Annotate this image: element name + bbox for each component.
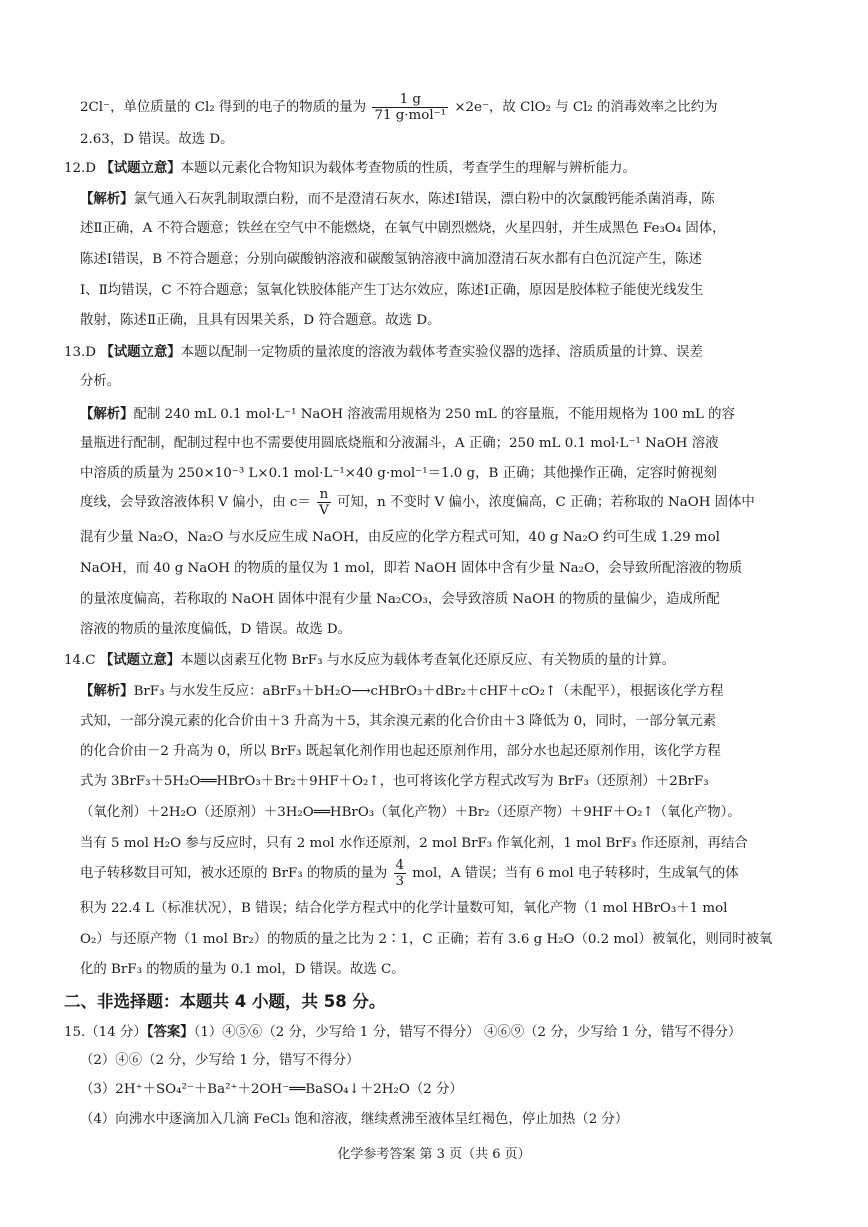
text-line: 混有少量 Na₂O，Na₂O 与水反应生成 NaOH，由反应的化学方程式可知，40 g Na₂O 约可生成 1.29 mol xyxy=(80,530,720,545)
text-line: 式为 3BrF₃＋5H₂O══HBrO₃＋Br₂＋9HF＋O₂↑，也可将该化学方程式改写为 BrF₃（还原剂）＋2BrF₃ xyxy=(80,774,709,789)
text-span: mol，A 错误；当有 6 mol 电子转移时，生成氧气的体 xyxy=(412,866,739,881)
section-tag: 【试题立意】 xyxy=(100,160,181,176)
analysis-tag: 【解析】 xyxy=(80,406,134,422)
text-line: O₂）与还原产物（1 mol Br₂）的物质的量之比为 2∶1，C 正确；若有 3.6 g H₂O（0.2 mol）被氧化，则同时被氧 xyxy=(80,932,773,947)
text-line: 式知，一部分溴元素的化合价由＋3 升高为＋5，其余溴元素的化合价由＋3 降低为 0，同时，一部分氧元素 xyxy=(80,714,717,729)
text-line: NaOH，而 40 g NaOH 的物质的量仅为 1 mol，即若 NaOH 固体中含有少量 Na₂O，会导致所配溶液的物质 xyxy=(80,561,743,576)
text-line: （2）④⑥（2 分，少写给 1 分，错写不得分） xyxy=(80,1053,360,1068)
question-13-header xyxy=(64,342,800,363)
fraction-numerator: n xyxy=(317,487,331,503)
question-14-header xyxy=(64,650,800,671)
fraction-denominator: 71 g·mol⁻¹ xyxy=(374,108,447,123)
text-span: 本题以配制一定物质的量浓度的溶液为载体考查实验仪器的选择、溶质质量的计算、误差 xyxy=(180,345,703,360)
text-line xyxy=(80,487,800,519)
text-line: 量瓶进行配制，配制过程中也不需要使用圆底烧瓶和分液漏斗，A 正确；250 mL 0.1 mol·L⁻¹ NaOH 溶液 xyxy=(80,436,719,451)
fraction-denominator: V xyxy=(319,503,329,518)
text-line: 积为 22.4 L（标准状况），B 错误；结合化学方程式中的化学计量数可知，氧化产物（1 mol HBrO₃＋1 mol xyxy=(80,901,728,916)
text-span: 本题以卤素互化物 BrF₃ 与水反应为载体考查氧化还原反应、有关物质的量的计算。 xyxy=(180,653,675,668)
question-number: 12.D xyxy=(64,161,97,176)
question-number: 15.（14 分） xyxy=(64,1025,147,1040)
text-line: Ⅰ、Ⅱ均错误，C 不符合题意；氢氧化铁胶体能产生丁达尔效应，陈述Ⅰ正确，原因是胶体粒子能使光线发生 xyxy=(80,283,704,298)
question-number: 13.D xyxy=(64,345,97,360)
question-15-header xyxy=(64,1022,800,1043)
text-line: 的量浓度偏高，若称取的 NaOH 固体中混有少量 Na₂CO₃，会导致溶质 NaOH 的物质的量偏少，造成所配 xyxy=(80,592,720,607)
text-span: BrF₃ 与水发生反应：aBrF₃＋bH₂O⟶cHBrO₃＋dBr₂＋cHF＋cO₂↑（未配平），根据该化学方程 xyxy=(133,684,724,699)
text-span: （1）④⑤⑥（2 分，少写给 1 分，错写不得分） ④⑥⑨（2 分，少写给 1 分，错写不得分） xyxy=(193,1025,742,1040)
fraction-numerator: 4 xyxy=(395,858,405,873)
text-line: 溶液的物质的量浓度偏低，D 错误。故选 D。 xyxy=(80,622,352,637)
text-span: 氯气通入石灰乳制取漂白粉，而不是澄清石灰水，陈述Ⅰ错误，漂白粉中的次氯酸钙能杀菌消毒，陈 xyxy=(133,192,715,207)
text-line: 述Ⅱ正确，A 不符合题意；铁丝在空气中不能燃烧，在氧气中剧烈燃烧，火星四射，并生成黑色 Fe₃O₄ 固体， xyxy=(80,221,726,236)
text-line: 分析。 xyxy=(80,374,121,389)
section-tag: 【试题立意】 xyxy=(100,344,181,360)
text-span: 配制 240 mL 0.1 mol·L⁻¹ NaOH 溶液需用规格为 250 mL 的容量瓶，不能用规格为 100 mL 的容 xyxy=(133,407,735,422)
text-line: （3）2H⁺＋SO₄²⁻＋Ba²⁺＋2OH⁻══BaSO₄↓＋2H₂O（2 分） xyxy=(80,1082,463,1097)
fraction xyxy=(317,487,331,518)
analysis-tag: 【解析】 xyxy=(80,191,134,207)
text-span: 本题以元素化合物知识为载体考查物质的性质，考查学生的理解与辨析能力。 xyxy=(180,161,636,176)
text-line: 中溶质的质量为 250×10⁻³ L×0.1 mol·L⁻¹×40 g·mol⁻¹＝1.0 g，B 正确；其他操作正确，定容时俯视刻 xyxy=(80,466,717,481)
text-line: 散射，陈述Ⅱ正确，且具有因果关系，D 符合题意。故选 D。 xyxy=(80,313,441,328)
text-line xyxy=(80,404,800,425)
page-footer: 化学参考答案 第 3 页（共 6 页） xyxy=(337,1147,531,1162)
answer-tag: 【答案】 xyxy=(146,1024,194,1040)
fraction xyxy=(394,858,407,889)
fraction-denominator: 3 xyxy=(395,874,405,889)
section-heading: 二、非选择题：本题共 4 小题，共 58 分。 xyxy=(64,992,386,1011)
text-line: （氧化剂）＋2H₂O（还原剂）＋3H₂O══HBrO₃（氧化产物）＋Br₂（还原产物）＋9HF＋O₂↑（氧化产物）。 xyxy=(80,805,741,820)
section-tag: 【试题立意】 xyxy=(99,652,181,668)
text-line: 化的 BrF₃ 的物质的量为 0.1 mol，D 错误。故选 C。 xyxy=(80,962,405,977)
text-span: 可知，n 不变时 V 偏小，浓度偏高，C 正确；若称取的 NaOH 固体中 xyxy=(337,495,755,510)
text-line xyxy=(80,858,800,890)
text-line xyxy=(80,189,800,210)
text-line xyxy=(80,681,800,702)
text-line: 2.63，D 错误。故选 D。 xyxy=(80,132,234,147)
analysis-tag: 【解析】 xyxy=(80,683,134,699)
text-span: 电子转移数目可知，被水还原的 BrF₃ 的物质的量为 xyxy=(80,866,388,881)
text-line: （4）向沸水中逐滴加入几滴 FeCl₃ 饱和溶液，继续煮沸至液体呈红褐色，停止加热（2 分） xyxy=(80,1112,629,1127)
text-line: 陈述Ⅰ错误，B 不符合题意；分别向碳酸钠溶液和碳酸氢钠溶液中滴加澄清石灰水都有白色沉淀产生，陈述 xyxy=(80,252,702,267)
fraction xyxy=(372,92,448,123)
text-line: 当有 5 mol H₂O 参与反应时，只有 2 mol 水作还原剂，2 mol BrF₃ 作氧化剂，1 mol BrF₃ 作还原剂，再结合 xyxy=(80,836,748,851)
text-span: 度线，会导致溶液体积 V 偏小，由 c＝ xyxy=(80,495,311,510)
text-line: 的化合价由－2 升高为 0，所以 BrF₃ 既起氧化剂作用也起还原剂作用，部分水也起还原剂作用，该化学方程 xyxy=(80,744,721,759)
question-12-header xyxy=(64,158,800,179)
fraction-numerator: 1 g xyxy=(372,92,448,108)
text-span: ×2e⁻，故 ClO₂ 与 Cl₂ 的消毒效率之比约为 xyxy=(454,100,718,115)
question-number: 14.C xyxy=(64,653,96,668)
text-line xyxy=(80,92,800,123)
text-span: 2Cl⁻，单位质量的 Cl₂ 得到的电子的物质的量为 xyxy=(80,100,367,115)
